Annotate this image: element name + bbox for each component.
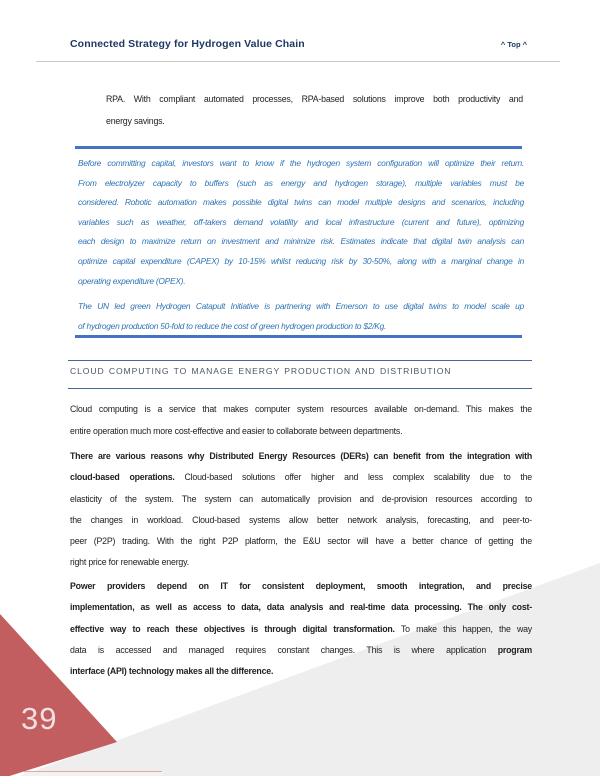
next-page-edge-strip	[24, 771, 162, 776]
body-paragraph: There are various reasons why Distributed Energy Resources (DERs) can benefit from the integration with cloud-based operations. Cloud-based solutions offer higher and less complex scalability due to the elasticity of the system. The system can automatically provision and de-provision resources according to the changes in workload. Cloud-based systems allow better network analysis, forecasting, and peer-to- peer (P2P) trading. With the right P2P platform, the E&U sector will have a better chance of getting the right price for renewable energy.	[70, 451, 532, 568]
quote-paragraph: Before committing capital, investors want to know if the hydrogen system configuration will optimize their return. From electrolyzer capacity to buffers (such as energy and hydrogen storage), multiple variables must be considered. Robotic automation makes possible digital twins can model multiple designs and scenarios, including variables such as weather, off-takers demand volatility and local infrastructure (current and future), optimizing each design to maximize return on investment and minimize risk. Estimates indicate that digital twin analysis can optimize capital expenditure (CAPEX) by 10-15% whilst reducing risk by 30-50%, along with a marginal change in operating expenditure (OPEX).	[78, 158, 524, 286]
intense-quote-block	[78, 154, 524, 336]
body-paragraph: Power providers depend on IT for consistent deployment, smooth integration, and precise implementation, as well as access to data, data analysis and real-time data processing. The only cost- effective way to reach these objectives is through digital transformation. To make this happen, the way data is accessed and managed requires constant changes. This is where application program interface (API) technology makes all the difference.	[70, 581, 532, 677]
heading-top-rule	[68, 360, 532, 361]
section-heading: CLOUD COMPUTING TO MANAGE ENERGY PRODUCTION AND DISTRIBUTION	[70, 366, 452, 376]
document-title: Connected Strategy for Hydrogen Value Chain	[70, 38, 305, 50]
page-header	[70, 38, 527, 50]
quote-top-border	[75, 146, 522, 149]
page-number: 39	[21, 701, 58, 736]
back-to-top-link[interactable]: ^ Top ^	[500, 40, 527, 49]
quote-bottom-border	[75, 335, 522, 338]
heading-bottom-rule	[68, 388, 532, 389]
intro-paragraph: RPA. With compliant automated processes, RPA-based solutions improve both productivity and energy savings.	[106, 94, 523, 126]
body-paragraph: Cloud computing is a service that makes computer system resources available on-demand. This makes the entire operation much more cost-effective and easier to collaborate between departments.	[70, 404, 532, 436]
header-divider	[36, 61, 560, 62]
quote-paragraph: The UN led green Hydrogen Catapult Initiative is partnering with Emerson to use digital twins to model scale up of hydrogen production 50-fold to reduce the cost of green hydrogen production to $2/Kg.	[78, 301, 524, 331]
